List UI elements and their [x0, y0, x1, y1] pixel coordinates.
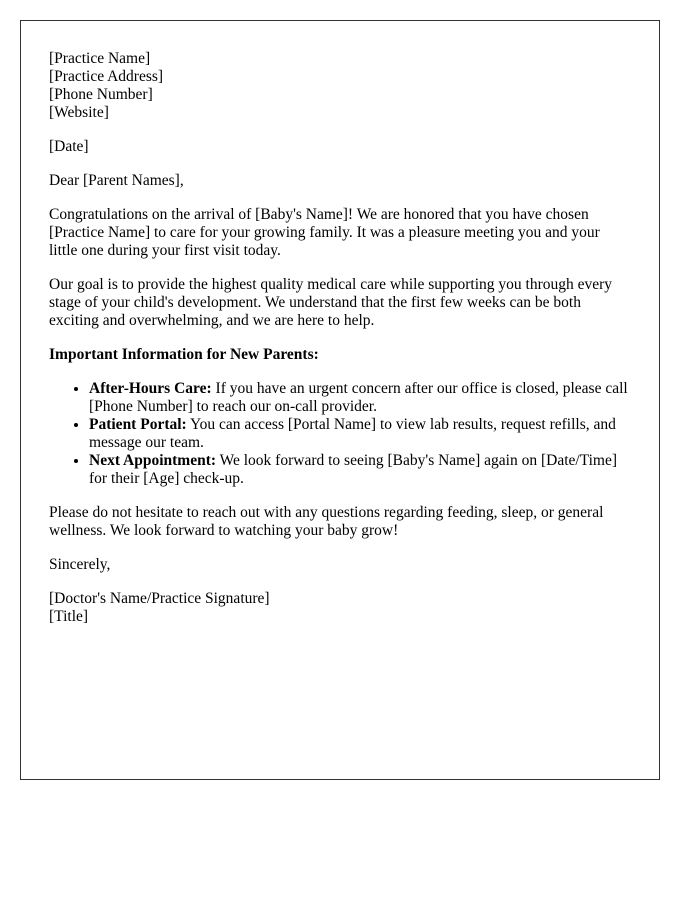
info-item-label: Next Appointment:: [89, 452, 217, 469]
letter-date: [Date]: [49, 138, 89, 155]
info-item-label: Patient Portal:: [89, 416, 187, 433]
practice-address: [Practice Address]: [49, 68, 164, 85]
info-item-text: If you have an urgent concern after our office is closed, please call [Phone Number] to reach our on-call provider.: [89, 380, 628, 415]
practice-header: [49, 50, 631, 122]
salutation: Dear [Parent Names],: [49, 172, 184, 189]
signature-name: [Doctor's Name/Practice Signature]: [49, 590, 270, 607]
info-list: [49, 380, 631, 488]
info-item-next-appointment: [89, 452, 631, 488]
info-item-text: You can access [Portal Name] to view lab results, request refills, and message our team.: [89, 416, 616, 451]
info-item-label: After-Hours Care:: [89, 380, 212, 397]
closing-paragraph: Please do not hesitate to reach out with any questions regarding feeding, sleep, or general wellness. We look forward to watching your baby grow!: [49, 504, 604, 539]
intro-paragraph: Congratulations on the arrival of [Baby's Name]! We are honored that you have chosen [Practice Name] to care for your growing family. It was a pleasure meeting you and your little one during your first visit today.: [49, 206, 600, 259]
signoff: Sincerely,: [49, 556, 111, 573]
info-item-after-hours: [89, 380, 631, 416]
signature-title: [Title]: [49, 608, 89, 625]
goal-paragraph: Our goal is to provide the highest quality medical care while supporting you through every stage of your child's development. We understand that the first few weeks can be both exciting and overwhelming, and we are here to help.: [49, 276, 613, 329]
info-heading: Important Information for New Parents:: [49, 346, 319, 363]
practice-phone: [Phone Number]: [49, 86, 153, 103]
info-item-text: We look forward to seeing [Baby's Name] again on [Date/Time] for their [Age] check-up.: [89, 452, 618, 487]
practice-website: [Website]: [49, 104, 109, 121]
signature-block: [49, 590, 631, 626]
practice-name: [Practice Name]: [49, 50, 151, 67]
letter-page: [20, 20, 660, 780]
info-item-patient-portal: [89, 416, 631, 452]
